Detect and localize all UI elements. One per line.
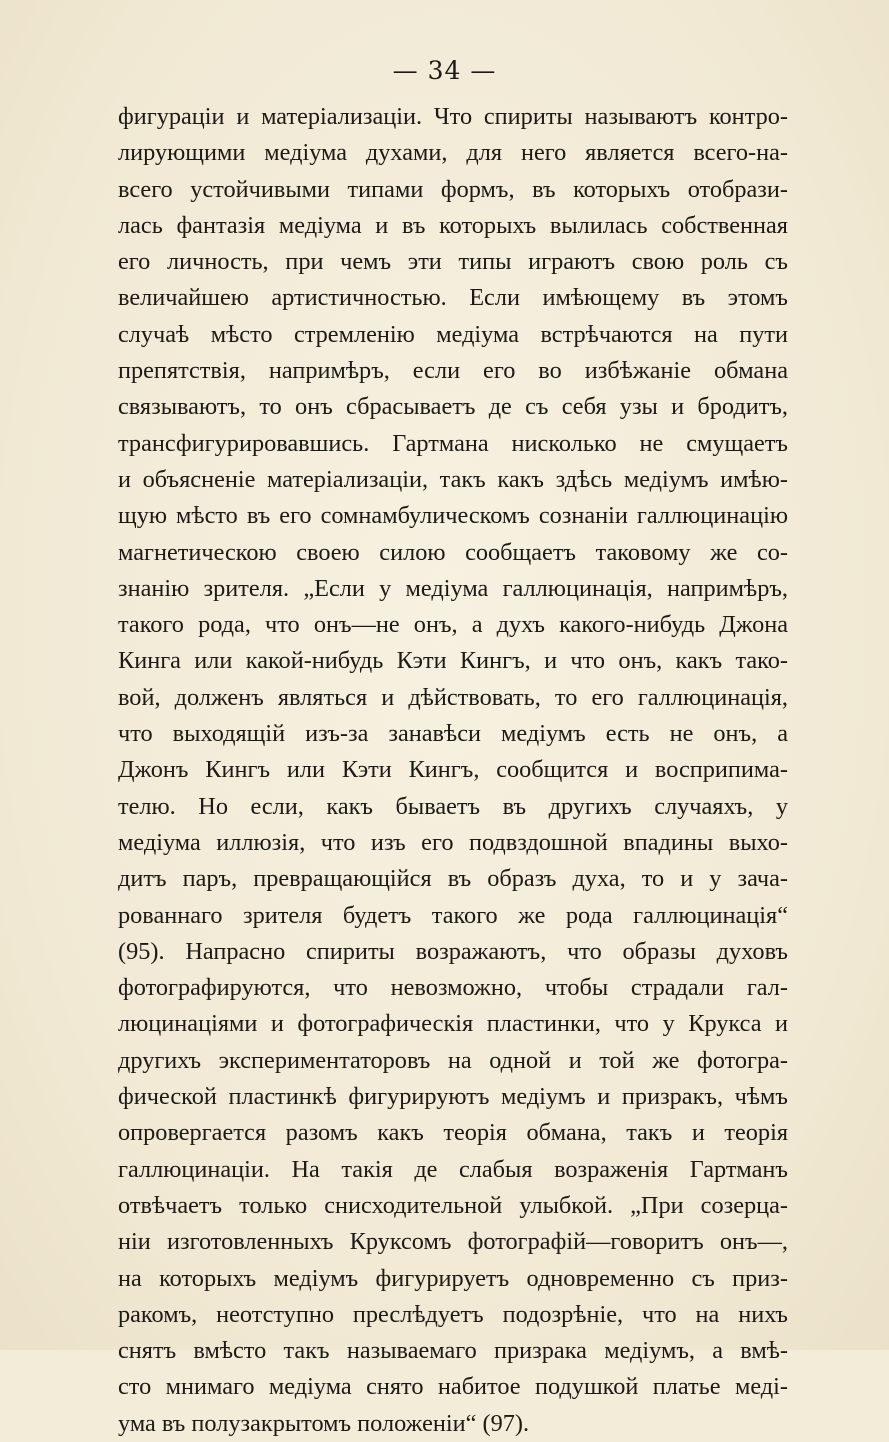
text-line: фигураціи и матеріализаціи. Что спириты называютъ контро- <box>118 103 788 130</box>
text-line: щую мѣсто въ его сомнамбулическомъ сознаніи галлюцинацію <box>118 502 788 530</box>
page-number: — 34 — <box>392 56 497 85</box>
text-line: такого рода, что онъ—не онъ, а духъ какого-нибудь Джона <box>118 611 788 639</box>
text-line: Джонъ Кингъ или Кэти Кингъ, сообщится и восприпима- <box>118 756 788 784</box>
text-line: (95). Напрасно спириты возражаютъ, что образы духовъ <box>118 937 788 965</box>
text-line: магнетическою своею силою сообщаетъ таковому же со- <box>118 538 788 566</box>
text-line: люцинаціями и фотографическія пластинки, что у Крукса и <box>118 1010 788 1038</box>
text-line: другихъ экспериментаторовъ на одной и той же фотогра- <box>118 1046 788 1074</box>
text-line: случаѣ мѣсто стремленію медіума встрѣчаются на пути <box>118 320 788 348</box>
text-line: препятствія, напримѣръ, если его во избѣжаніе обмана <box>118 357 788 385</box>
text-line: что выходящій изъ-за занавѣси медіумъ есть не онъ, а <box>118 720 788 748</box>
body-text <box>118 99 788 1442</box>
text-line: всего устойчивыми типами формъ, въ которыхъ отобрази- <box>118 175 788 203</box>
text-line: связываютъ, то онъ сбрасываетъ де съ себя узы и бродитъ, <box>118 393 788 421</box>
text-line: трансфигурировавшись. Гартмана нисколько не смущаетъ <box>118 429 788 457</box>
text-line: ракомъ, неотступно преслѣдуетъ подозрѣніе, что на нихъ <box>118 1300 788 1328</box>
text-line: ума въ полузакрытомъ положеніи“ (97). <box>118 1409 530 1437</box>
text-line: лась фантазія медіума и въ которыхъ вылилась собственная <box>118 211 788 239</box>
text-line: фической пластинкѣ фигурируютъ медіумъ и призракъ, чѣмъ <box>118 1083 788 1111</box>
text-line: величайшею артистичностью. Если имѣющему въ этомъ <box>118 284 788 312</box>
text-line: медіума иллюзія, что изъ его подвздошной впадины выхо- <box>118 828 788 856</box>
text-line: лирующими медіума духами, для него является всего-на- <box>118 139 788 167</box>
text-line: телю. Но если, какъ бываетъ въ другихъ случаяхъ, у <box>118 792 788 820</box>
text-line: сто мнимаго медіума снято набитое подушкой платье меді- <box>118 1373 788 1401</box>
text-line: вой, долженъ являться и дѣйствовать, то его галлюцинація, <box>118 683 788 711</box>
text-line: дитъ паръ, превращающійся въ образъ духа, то и у зача- <box>118 865 788 893</box>
text-line: его личность, при чемъ эти типы играютъ свою роль съ <box>118 248 788 276</box>
text-line: и объясненіе матеріализаціи, такъ какъ здѣсь медіумъ имѣю- <box>118 465 788 493</box>
text-line: рованнаго зрителя будетъ такого же рода галлюцинація“ <box>118 901 788 929</box>
text-line: на которыхъ медіумъ фигурируетъ одновременно съ приз- <box>118 1264 788 1292</box>
text-line: фотографируются, что невозможно, чтобы страдали гал- <box>118 974 788 1002</box>
text-line: опровергается разомъ какъ теорія обмана, такъ и теорія <box>118 1119 788 1147</box>
text-line: отвѣчаетъ только снисходительной улыбкой. „При созерца- <box>118 1191 788 1219</box>
text-line: снятъ вмѣсто такъ называемаго призрака медіумъ, а вмѣ- <box>118 1337 788 1365</box>
text-line: знанію зрителя. „Если у медіума галлюцинація, напримѣръ, <box>118 574 788 602</box>
text-line: Кинга или какой-нибудь Кэти Кингъ, и что онъ, какъ тако- <box>118 647 788 675</box>
text-line: ніи изготовленныхъ Круксомъ фотографій—говоритъ онъ—, <box>118 1228 788 1256</box>
text-line: галлюцинаціи. На такія де слабыя возраженія Гартманъ <box>118 1155 788 1183</box>
